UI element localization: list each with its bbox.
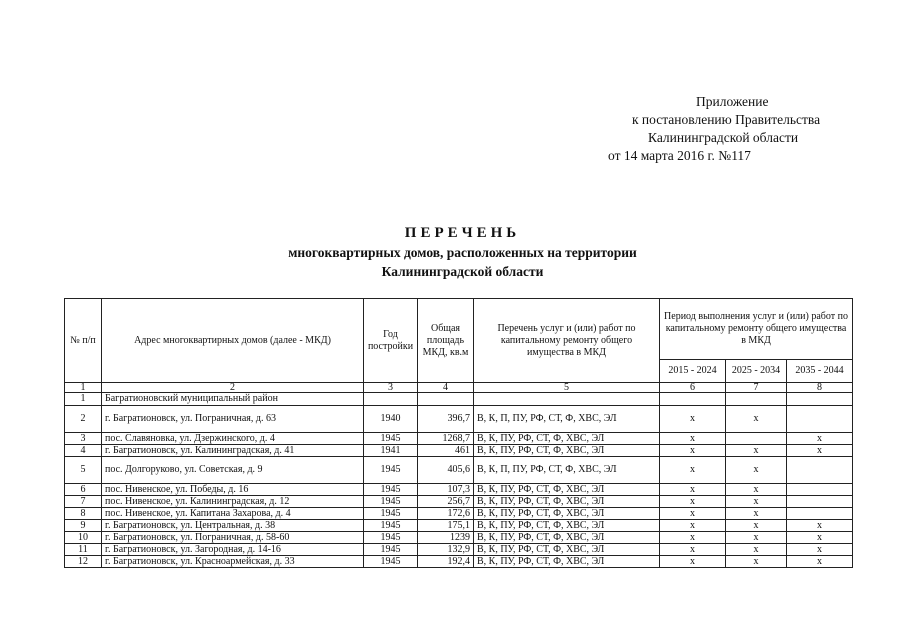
table-row [65,457,853,484]
row-period-1: х [660,520,726,532]
row-address: пос. Долгоруково, ул. Советская, д. 9 [102,457,364,484]
row-year: 1941 [364,445,418,457]
row-address: пос. Славяновка, ул. Дзержинского, д. 4 [102,433,364,445]
row-area: 1239 [418,532,474,544]
row-num: 11 [65,544,102,556]
row-num: 10 [65,532,102,544]
row-area: 132,9 [418,544,474,556]
header-period: Период выполнения услуг и (или) работ по капитальному ремонту общего имущества в МКД [660,299,853,360]
row-period-2: х [726,484,787,496]
row-services: В, К, П, ПУ, РФ, СТ, Ф, ХВС, ЭЛ [474,457,660,484]
row-num: 4 [65,445,102,457]
row-period-1: х [660,445,726,457]
column-number: 2 [102,383,364,393]
row-services: В, К, ПУ, РФ, СТ, Ф, ХВС, ЭЛ [474,544,660,556]
table-row [65,556,853,568]
row-services: В, К, ПУ, РФ, СТ, Ф, ХВС, ЭЛ [474,532,660,544]
column-number: 4 [418,383,474,393]
row-period-3 [787,496,853,508]
row-num: 2 [65,406,102,433]
row-area: 256,7 [418,496,474,508]
row-period-2: х [726,445,787,457]
table-row [65,544,853,556]
row-services: В, К, ПУ, РФ, СТ, Ф, ХВС, ЭЛ [474,433,660,445]
column-number: 8 [787,383,853,393]
row-year: 1945 [364,556,418,568]
row-address: г. Багратионовск, ул. Центральная, д. 38 [102,520,364,532]
row-period-1: х [660,496,726,508]
document-title [0,223,905,281]
appendix-resolution: к постановлению Правительства [632,112,821,127]
region-row [65,393,853,406]
row-period-3 [787,457,853,484]
row-period-2: х [726,457,787,484]
row-services: В, К, ПУ, РФ, СТ, Ф, ХВС, ЭЛ [474,520,660,532]
row-area: 192,4 [418,556,474,568]
row-services: В, К, П, ПУ, РФ, СТ, Ф, ХВС, ЭЛ [474,406,660,433]
row-period-2: х [726,520,787,532]
row-num: 12 [65,556,102,568]
row-year: 1945 [364,496,418,508]
title-region: Калининградской области [381,264,544,279]
row-services: В, К, ПУ, РФ, СТ, Ф, ХВС, ЭЛ [474,556,660,568]
row-period-1: х [660,484,726,496]
row-period-2 [726,433,787,445]
row-period-1: х [660,508,726,520]
row-year: 1945 [364,457,418,484]
table-row [65,520,853,532]
row-num: 7 [65,496,102,508]
row-num: 5 [65,457,102,484]
row-period-2: х [726,508,787,520]
row-period-1: х [660,457,726,484]
row-area: 396,7 [418,406,474,433]
row-address: г. Багратионовск, ул. Загородная, д. 14-16 [102,544,364,556]
row-num: 9 [65,520,102,532]
row-services: В, К, ПУ, РФ, СТ, Ф, ХВС, ЭЛ [474,484,660,496]
row-period-2: х [726,556,787,568]
region-name: Багратионовский муниципальный район [102,393,364,406]
row-period-3: х [787,445,853,457]
row-period-3: х [787,520,853,532]
column-number-row [65,383,853,393]
table-row [65,433,853,445]
row-num: 3 [65,433,102,445]
column-number: 6 [660,383,726,393]
header-period-3: 2035 - 2044 [787,360,853,383]
column-number: 1 [65,383,102,393]
row-area: 175,1 [418,520,474,532]
row-period-1: х [660,544,726,556]
row-area: 172,6 [418,508,474,520]
table-row [65,508,853,520]
row-period-2: х [726,406,787,433]
appendix-title: Приложение [696,94,769,109]
header-services: Перечень услуг и (или) работ по капитальному ремонту общего имущества в МКД [474,299,660,383]
column-number: 7 [726,383,787,393]
table-row [65,532,853,544]
row-period-3 [787,406,853,433]
row-address: пос. Нивенское, ул. Победы, д. 16 [102,484,364,496]
header-period-1: 2015 - 2024 [660,360,726,383]
row-address: г. Багратионовск, ул. Красноармейская, д. 33 [102,556,364,568]
row-services: В, К, ПУ, РФ, СТ, Ф, ХВС, ЭЛ [474,508,660,520]
title-main: ПЕРЕЧЕНЬ [404,225,521,241]
row-year: 1945 [364,433,418,445]
appendix-date: от 14 марта 2016 г. №117 [608,148,751,163]
row-num: 8 [65,508,102,520]
row-period-1: х [660,532,726,544]
header-period-2: 2025 - 2034 [726,360,787,383]
row-services: В, К, ПУ, РФ, СТ, Ф, ХВС, ЭЛ [474,496,660,508]
header-area: Общая площадь МКД, кв.м [418,299,474,383]
row-year: 1945 [364,544,418,556]
row-year: 1940 [364,406,418,433]
row-area: 107,3 [418,484,474,496]
row-area: 1268,7 [418,433,474,445]
row-address: пос. Нивенское, ул. Капитана Захарова, д. 4 [102,508,364,520]
row-num: 6 [65,484,102,496]
row-period-3 [787,508,853,520]
row-period-3 [787,484,853,496]
row-year: 1945 [364,520,418,532]
row-services: В, К, ПУ, РФ, СТ, Ф, ХВС, ЭЛ [474,445,660,457]
row-year: 1945 [364,508,418,520]
row-year: 1945 [364,484,418,496]
row-address: г. Багратионовск, ул. Калининградская, д. 41 [102,445,364,457]
table-row [65,445,853,457]
houses-table [64,298,853,568]
table-body [65,406,853,568]
row-period-1: х [660,406,726,433]
header-year: Год постройки [364,299,418,383]
table-row [65,406,853,433]
row-period-2: х [726,544,787,556]
title-subtitle: многоквартирных домов, расположенных на территории [288,245,637,260]
row-period-1: х [660,556,726,568]
row-area: 405,6 [418,457,474,484]
row-address: г. Багратионовск, ул. Пограничная, д. 63 [102,406,364,433]
header-row [65,299,853,360]
row-address: пос. Нивенское, ул. Калининградская, д. 12 [102,496,364,508]
appendix-block [600,93,870,165]
row-period-3: х [787,556,853,568]
header-num: № п/п [65,299,102,383]
row-period-3: х [787,532,853,544]
row-period-3: х [787,433,853,445]
table-row [65,484,853,496]
region-num: 1 [65,393,102,406]
column-number: 3 [364,383,418,393]
row-period-3: х [787,544,853,556]
table-row [65,496,853,508]
column-number: 5 [474,383,660,393]
row-period-1: х [660,433,726,445]
row-address: г. Багратионовск, ул. Пограничная, д. 58-60 [102,532,364,544]
header-address: Адрес многоквартирных домов (далее - МКД) [102,299,364,383]
row-year: 1945 [364,532,418,544]
appendix-region: Калининградской области [648,130,799,145]
row-period-2: х [726,496,787,508]
row-area: 461 [418,445,474,457]
row-period-2: х [726,532,787,544]
